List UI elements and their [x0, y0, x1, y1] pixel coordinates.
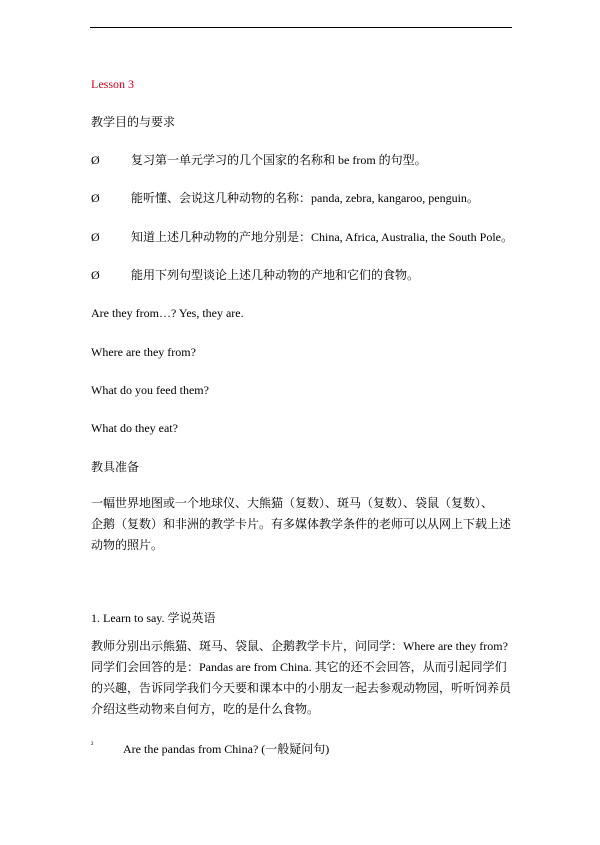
- objective-item: 能听懂、会说这几种动物的名称：panda, zebra, kangaroo, penguin。: [131, 191, 479, 205]
- section1-line: 介绍这些动物来自何方，吃的是什么食物。: [91, 702, 320, 716]
- section1-paragraph: [91, 636, 516, 720]
- materials-paragraph: [91, 493, 516, 556]
- objective-item: 知道上述几种动物的产地分别是：China, Africa, Australia, the South Pole。: [131, 230, 513, 244]
- materials-line: 企鹅（复数）和非洲的教学卡片。有多媒体教学条件的老师可以从网上下载上述: [91, 517, 512, 531]
- objective-item: 能用下列句型谈论上述几种动物的产地和它们的食物。: [131, 268, 420, 282]
- bullet-symbol: Ø: [91, 153, 100, 167]
- bullet-symbol: Ø: [91, 230, 100, 244]
- sentence-pattern: What do they eat?: [91, 421, 178, 435]
- section1-line: 教师分别出示熊猫、斑马、袋鼠、企鹅教学卡片，问同学：Where are they from?: [91, 639, 508, 653]
- materials-heading: 教具准备: [91, 460, 140, 474]
- example-question: Are the pandas from China? (一般疑问句): [123, 742, 330, 756]
- objectives-heading: 教学目的与要求: [91, 115, 176, 129]
- section1-line: 的兴趣，告诉同学我们今天要和课本中的小朋友一起去参观动物园，听听饲养员: [91, 681, 512, 695]
- materials-line: 动物的照片。: [91, 538, 164, 552]
- sentence-pattern: Are they from…? Yes, they are.: [91, 306, 244, 320]
- header-rule: [90, 27, 512, 28]
- bullet-symbol: Ø: [91, 268, 100, 282]
- materials-line: 一幅世界地图或一个地球仪、大熊猫（复数）、斑马（复数）、袋鼠（复数）、: [91, 496, 494, 510]
- list-marker: ²: [91, 740, 94, 749]
- section-heading: 1. Learn to say. 学说英语: [91, 611, 216, 625]
- section1-line: 同学们会回答的是：Pandas are from China. 其它的还不会回答，从而引起同学们: [91, 660, 507, 674]
- sentence-pattern: Where are they from?: [91, 345, 196, 359]
- bullet-symbol: Ø: [91, 191, 100, 205]
- lesson-title: Lesson 3: [91, 77, 134, 91]
- sentence-pattern: What do you feed them?: [91, 383, 209, 397]
- objective-item: 复习第一单元学习的几个国家的名称和 be from 的句型。: [131, 153, 427, 167]
